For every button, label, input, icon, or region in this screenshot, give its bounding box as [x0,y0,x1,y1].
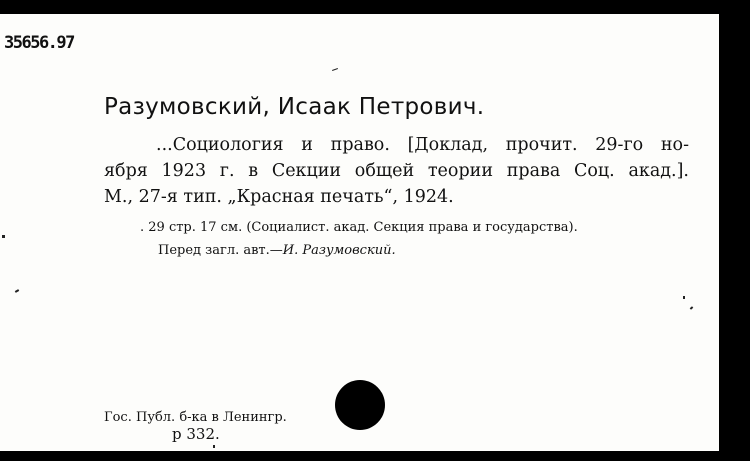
title-description [104,132,689,210]
scan-speck [213,445,215,448]
scan-border-top [0,0,750,14]
scan-speck [690,306,694,309]
scan-border-right [719,0,750,461]
scan-speck [332,68,338,71]
collation-notes [140,216,685,262]
shelf-mark: р 332. [172,425,220,443]
scan-speck [2,235,5,238]
library-name: Гос. Публ. б-ка в Ленингр. [104,410,287,425]
author-heading: Разумовский, Исаак Петрович. [104,94,485,120]
scan-border-bottom [0,451,750,461]
note-line [140,239,685,262]
catalog-card [0,14,719,451]
physical-description: . 29 стр. 17 см. (Социалист. акад. Секция права и государства). [140,220,578,235]
title-line-2: ября 1923 г. в Секции общей теории права Соц. акад.]. [104,161,689,181]
title-line-1: ...Социология и право. [Доклад, прочит. 29-го но- [156,135,689,155]
punch-hole [335,380,385,430]
call-number: 35656.97 [4,33,74,53]
imprint-line: М., 27-я тип. „Красная печать“, 1924. [104,187,454,207]
note-author: И. Разумовский. [282,243,396,258]
scan-speck [683,296,685,299]
note-prefix: Перед загл. авт.— [158,243,283,258]
scan-speck [15,289,19,293]
